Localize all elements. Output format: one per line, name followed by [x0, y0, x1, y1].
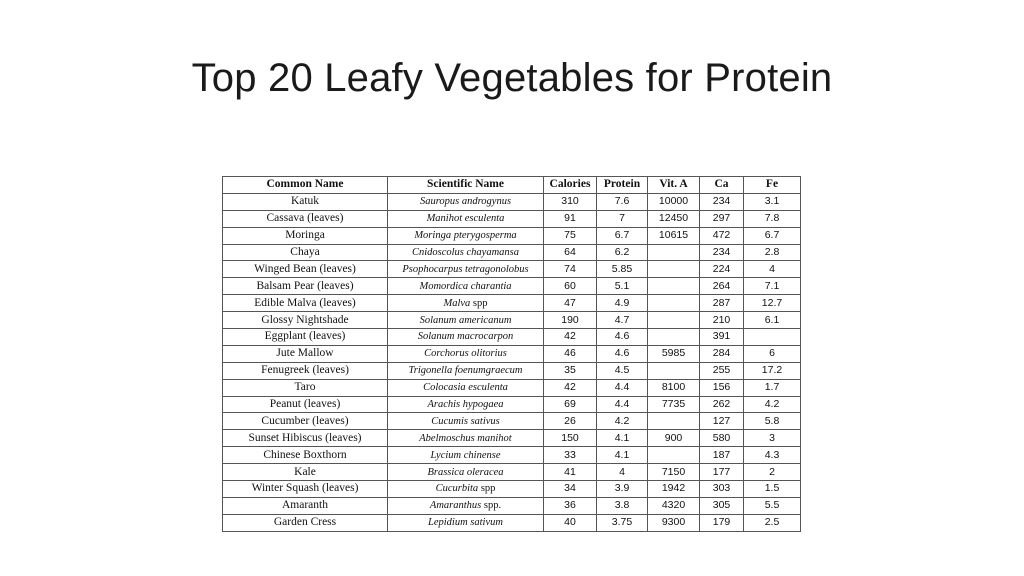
ca-cell: 297: [700, 210, 744, 227]
common-name-cell: Kale: [223, 464, 388, 481]
vit-a-cell: 8100: [648, 379, 700, 396]
vit-a-cell: [648, 278, 700, 295]
scientific-name-text: Malva: [443, 297, 471, 309]
vit-a-cell: 7150: [648, 464, 700, 481]
ca-cell: 210: [700, 312, 744, 329]
common-name-cell: Garden Cress: [223, 514, 388, 531]
table-row: [223, 312, 801, 329]
scientific-name-cell: [388, 514, 544, 531]
common-name-cell: Chaya: [223, 244, 388, 261]
fe-cell: 7.8: [744, 210, 801, 227]
table-image: [222, 176, 800, 535]
header-common-name: Common Name: [223, 177, 388, 194]
common-name-cell: Sunset Hibiscus (leaves): [223, 430, 388, 447]
scientific-name-text: Solanum macrocarpon: [417, 331, 514, 343]
protein-cell: 7.6: [597, 193, 648, 210]
scientific-name-suffix: spp: [470, 297, 488, 309]
fe-cell: 17.2: [744, 362, 801, 379]
fe-cell: 2: [744, 464, 801, 481]
table-row: [223, 244, 801, 261]
fe-cell: 4: [744, 261, 801, 278]
table-row: [223, 345, 801, 362]
scientific-name-text: Brassica oleracea: [427, 466, 504, 478]
ca-cell: 262: [700, 396, 744, 413]
ca-cell: 234: [700, 193, 744, 210]
scientific-name-text: Lycium chinense: [430, 449, 501, 461]
calories-cell: 40: [544, 514, 597, 531]
table-row: [223, 379, 801, 396]
scientific-name-cell: [388, 227, 544, 244]
scientific-name-cell: [388, 329, 544, 346]
common-name-cell: Jute Mallow: [223, 345, 388, 362]
protein-cell: 5.1: [597, 278, 648, 295]
scientific-name-text: Solanum americanum: [419, 314, 512, 326]
scientific-name-text: Trigonella foenumgraecum: [408, 365, 523, 377]
ca-cell: 234: [700, 244, 744, 261]
fe-cell: 5.5: [744, 497, 801, 514]
calories-cell: 190: [544, 312, 597, 329]
protein-cell: 4.7: [597, 312, 648, 329]
fe-cell: 6.7: [744, 227, 801, 244]
protein-cell: 3.8: [597, 497, 648, 514]
ca-cell: 287: [700, 295, 744, 312]
scientific-name-text: Moringa pterygosperma: [414, 230, 517, 242]
slide-title: Top 20 Leafy Vegetables for Protein: [191, 56, 833, 100]
ca-cell: 224: [700, 261, 744, 278]
calories-cell: 42: [544, 329, 597, 346]
scientific-name-cell: [388, 362, 544, 379]
vit-a-cell: [648, 244, 700, 261]
protein-cell: 4.5: [597, 362, 648, 379]
protein-cell: 4.4: [597, 396, 648, 413]
scientific-name-cell: [388, 430, 544, 447]
vit-a-cell: [648, 447, 700, 464]
fe-cell: 6: [744, 345, 801, 362]
common-name-cell: Eggplant (leaves): [223, 329, 388, 346]
scientific-name-text: Manihot esculenta: [426, 213, 505, 225]
header-fe: Fe: [744, 177, 801, 194]
calories-cell: 33: [544, 447, 597, 464]
common-name-cell: Winged Bean (leaves): [223, 261, 388, 278]
common-name-cell: Amaranth: [223, 497, 388, 514]
calories-cell: 75: [544, 227, 597, 244]
common-name-cell: Katuk: [223, 193, 388, 210]
scientific-name-text: Corchorus olitorius: [424, 348, 507, 360]
vit-a-cell: 7735: [648, 396, 700, 413]
protein-cell: 4.1: [597, 447, 648, 464]
ca-cell: 264: [700, 278, 744, 295]
protein-cell: 4.1: [597, 430, 648, 447]
header-scientific-name: Scientific Name: [388, 177, 544, 194]
ca-cell: 580: [700, 430, 744, 447]
vit-a-cell: 4320: [648, 497, 700, 514]
fe-cell: 4.3: [744, 447, 801, 464]
common-name-cell: Cassava (leaves): [223, 210, 388, 227]
scientific-name-text: Arachis hypogaea: [427, 399, 504, 411]
fe-cell: 3: [744, 430, 801, 447]
scientific-name-text: Cucumis sativus: [431, 415, 500, 427]
scientific-name-cell: [388, 312, 544, 329]
common-name-cell: Winter Squash (leaves): [223, 481, 388, 498]
table-body: [223, 193, 801, 531]
common-name-cell: Balsam Pear (leaves): [223, 278, 388, 295]
scientific-name-cell: [388, 345, 544, 362]
vit-a-cell: 9300: [648, 514, 700, 531]
protein-cell: 6.7: [597, 227, 648, 244]
scientific-name-suffix: spp: [478, 483, 496, 495]
scientific-name-cell: [388, 396, 544, 413]
calories-cell: 150: [544, 430, 597, 447]
scientific-name-text: Lepidium sativum: [428, 517, 503, 529]
vit-a-cell: [648, 261, 700, 278]
calories-cell: 74: [544, 261, 597, 278]
table-row: [223, 193, 801, 210]
calories-cell: 35: [544, 362, 597, 379]
ca-cell: 156: [700, 379, 744, 396]
calories-cell: 41: [544, 464, 597, 481]
calories-cell: 46: [544, 345, 597, 362]
table-row: [223, 261, 801, 278]
header-calories: Calories: [544, 177, 597, 194]
common-name-cell: Moringa: [223, 227, 388, 244]
scientific-name-cell: [388, 379, 544, 396]
scientific-name-suffix: spp.: [481, 500, 502, 512]
protein-cell: 4.9: [597, 295, 648, 312]
table-row: [223, 430, 801, 447]
scientific-name-text: Psophocarpus tetragonolobus: [402, 263, 529, 275]
fe-cell: [744, 329, 801, 346]
vit-a-cell: [648, 295, 700, 312]
calories-cell: 310: [544, 193, 597, 210]
protein-cell: 4.6: [597, 345, 648, 362]
ca-cell: 179: [700, 514, 744, 531]
scientific-name-cell: [388, 244, 544, 261]
ca-cell: 472: [700, 227, 744, 244]
calories-cell: 26: [544, 413, 597, 430]
common-name-cell: Peanut (leaves): [223, 396, 388, 413]
ca-cell: 305: [700, 497, 744, 514]
calories-cell: 64: [544, 244, 597, 261]
vit-a-cell: [648, 312, 700, 329]
table-row: [223, 464, 801, 481]
calories-cell: 36: [544, 497, 597, 514]
protein-cell: 5.85: [597, 261, 648, 278]
scientific-name-cell: [388, 261, 544, 278]
scientific-name-cell: [388, 464, 544, 481]
calories-cell: 42: [544, 379, 597, 396]
protein-cell: 6.2: [597, 244, 648, 261]
table-row: [223, 497, 801, 514]
scientific-name-text: Sauropus androgynus: [419, 196, 512, 208]
vit-a-cell: 1942: [648, 481, 700, 498]
calories-cell: 91: [544, 210, 597, 227]
common-name-cell: Taro: [223, 379, 388, 396]
fe-cell: 2.8: [744, 244, 801, 261]
scientific-name-cell: [388, 481, 544, 498]
calories-cell: 34: [544, 481, 597, 498]
scientific-name-text: Momordica charantia: [419, 280, 512, 292]
ca-cell: 127: [700, 413, 744, 430]
fe-cell: 3.1: [744, 193, 801, 210]
protein-cell: 7: [597, 210, 648, 227]
vit-a-cell: 10000: [648, 193, 700, 210]
table-row: [223, 362, 801, 379]
scientific-name-text: Cucurbita: [435, 483, 479, 495]
table-row: [223, 514, 801, 531]
scientific-name-cell: [388, 295, 544, 312]
protein-cell: 3.9: [597, 481, 648, 498]
fe-cell: 4.2: [744, 396, 801, 413]
vit-a-cell: 10615: [648, 227, 700, 244]
vit-a-cell: 5985: [648, 345, 700, 362]
ca-cell: 303: [700, 481, 744, 498]
vit-a-cell: [648, 329, 700, 346]
table-row: [223, 295, 801, 312]
scientific-name-text: Abelmoschus manihot: [419, 432, 512, 444]
protein-cell: 4.4: [597, 379, 648, 396]
header-protein: Protein: [597, 177, 648, 194]
nutrition-table: [222, 176, 801, 532]
protein-cell: 4: [597, 464, 648, 481]
scientific-name-cell: [388, 210, 544, 227]
scientific-name-cell: [388, 497, 544, 514]
scientific-name-cell: [388, 413, 544, 430]
fe-cell: 6.1: [744, 312, 801, 329]
fe-cell: 12.7: [744, 295, 801, 312]
vit-a-cell: [648, 362, 700, 379]
fe-cell: 7.1: [744, 278, 801, 295]
scientific-name-text: Colocasia esculenta: [423, 382, 508, 394]
vit-a-cell: 12450: [648, 210, 700, 227]
common-name-cell: Edible Malva (leaves): [223, 295, 388, 312]
table-row: [223, 413, 801, 430]
scientific-name-text: Amaranthus: [429, 500, 482, 512]
fe-cell: 5.8: [744, 413, 801, 430]
table-header-row: [223, 177, 801, 194]
table-row: [223, 227, 801, 244]
ca-cell: 284: [700, 345, 744, 362]
scientific-name-cell: [388, 447, 544, 464]
ca-cell: 391: [700, 329, 744, 346]
protein-cell: 4.6: [597, 329, 648, 346]
ca-cell: 187: [700, 447, 744, 464]
table-row: [223, 447, 801, 464]
common-name-cell: Glossy Nightshade: [223, 312, 388, 329]
protein-cell: 4.2: [597, 413, 648, 430]
protein-cell: 3.75: [597, 514, 648, 531]
scientific-name-text: Cnidoscolus chayamansa: [411, 247, 520, 258]
calories-cell: 69: [544, 396, 597, 413]
common-name-cell: Fenugreek (leaves): [223, 362, 388, 379]
scientific-name-cell: [388, 193, 544, 210]
ca-cell: 177: [700, 464, 744, 481]
table-row: [223, 210, 801, 227]
calories-cell: 60: [544, 278, 597, 295]
table-row: [223, 396, 801, 413]
ca-cell: 255: [700, 362, 744, 379]
table-row: [223, 278, 801, 295]
common-name-cell: Cucumber (leaves): [223, 413, 388, 430]
scientific-name-cell: [388, 278, 544, 295]
common-name-cell: Chinese Boxthorn: [223, 447, 388, 464]
header-vit-a: Vit. A: [648, 177, 700, 194]
fe-cell: 1.7: [744, 379, 801, 396]
vit-a-cell: 900: [648, 430, 700, 447]
header-ca: Ca: [700, 177, 744, 194]
table-row: [223, 481, 801, 498]
fe-cell: 1.5: [744, 481, 801, 498]
vit-a-cell: [648, 413, 700, 430]
calories-cell: 47: [544, 295, 597, 312]
fe-cell: 2.5: [744, 514, 801, 531]
table-row: [223, 329, 801, 346]
